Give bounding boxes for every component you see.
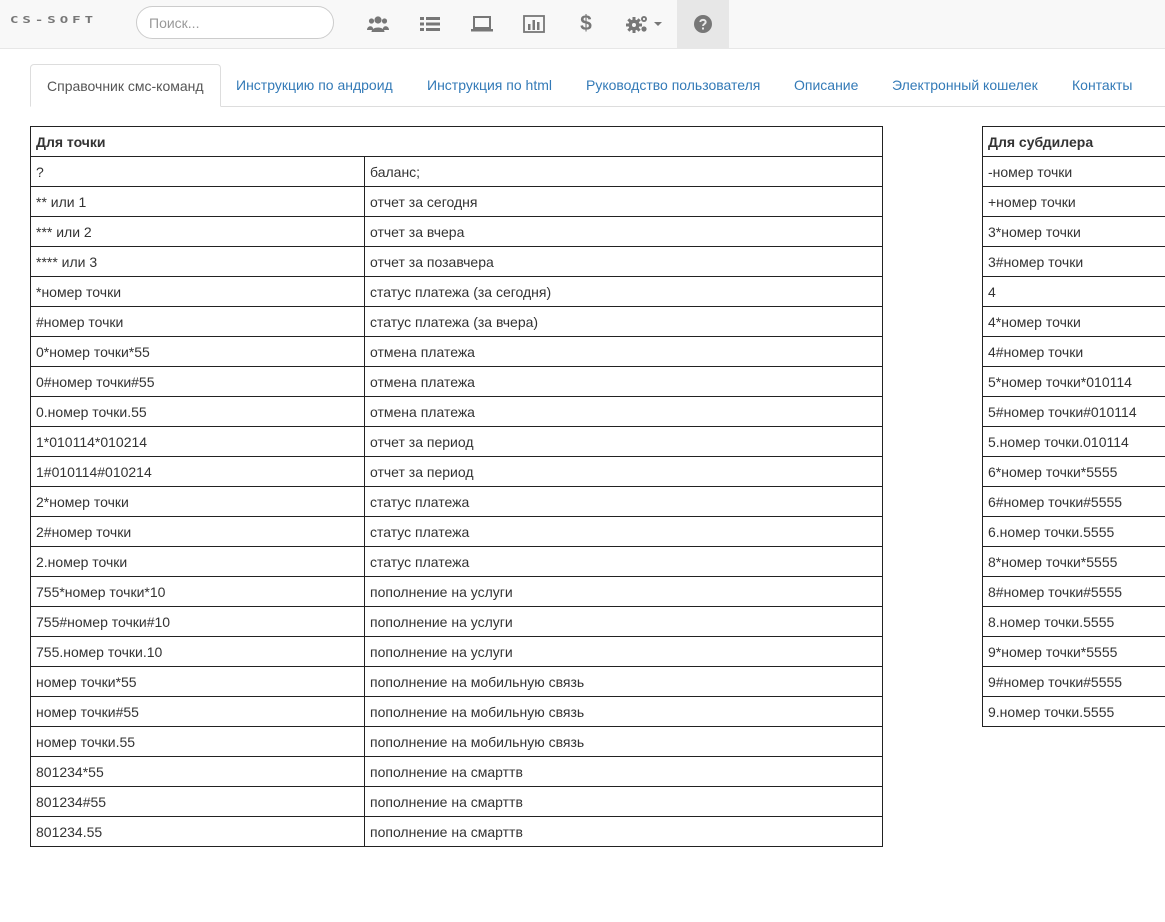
point-commands-table xyxy=(30,126,883,847)
point-description-cell: отчет за вчера xyxy=(365,217,883,247)
tab-description[interactable]: Описание xyxy=(794,77,859,93)
point-description-cell: статус платежа xyxy=(365,547,883,577)
table-row xyxy=(31,247,883,277)
point-description-cell: отмена платежа xyxy=(365,397,883,427)
table-row xyxy=(983,337,1165,367)
table-row xyxy=(31,787,883,817)
point-description-cell: баланс; xyxy=(365,157,883,187)
point-description-cell: статус платежа xyxy=(365,487,883,517)
point-description-cell: пополнение на смарттв xyxy=(365,817,883,847)
subdealer-command-cell: 6*номер точки*5555 xyxy=(983,457,1165,487)
dollar-icon: $ xyxy=(580,12,592,35)
laptop-nav-button[interactable] xyxy=(456,0,508,48)
table-row xyxy=(983,427,1165,457)
point-description-cell: пополнение на услуги xyxy=(365,607,883,637)
help-icon xyxy=(694,15,712,33)
subdealer-command-cell: 6#номер точки#5555 xyxy=(983,487,1165,517)
table-row xyxy=(31,817,883,847)
subdealer-command-cell: 6.номер точки.5555 xyxy=(983,517,1165,547)
table-row xyxy=(31,547,883,577)
point-command-cell: 1*010114*010214 xyxy=(31,427,365,457)
tab-contacts[interactable]: Контакты xyxy=(1072,77,1133,93)
point-command-cell: 0.номер точки.55 xyxy=(31,397,365,427)
point-command-cell: 755*номер точки*10 xyxy=(31,577,365,607)
table-row xyxy=(983,577,1165,607)
table-row xyxy=(983,367,1165,397)
table-row xyxy=(983,397,1165,427)
point-command-cell: номер точки#55 xyxy=(31,697,365,727)
table-row xyxy=(983,607,1165,637)
point-description-cell: отчет за период xyxy=(365,427,883,457)
subdealer-command-cell: 4#номер точки xyxy=(983,337,1165,367)
table-row xyxy=(983,187,1165,217)
table-row xyxy=(31,757,883,787)
point-description-cell: статус платежа (за сегодня) xyxy=(365,277,883,307)
table-row xyxy=(31,187,883,217)
list-nav-button[interactable] xyxy=(404,0,456,48)
laptop-icon xyxy=(471,16,493,32)
brand-logo[interactable]: CS-SOFT xyxy=(10,14,98,26)
table-row xyxy=(983,517,1165,547)
table-row xyxy=(31,397,883,427)
point-command-cell: #номер точки xyxy=(31,307,365,337)
point-command-cell: 801234#55 xyxy=(31,787,365,817)
subdealer-command-cell: 5*номер точки*010114 xyxy=(983,367,1165,397)
point-table-header: Для точки xyxy=(31,127,883,157)
point-command-cell: номер точки*55 xyxy=(31,667,365,697)
point-description-cell: пополнение на мобильную связь xyxy=(365,667,883,697)
table-row xyxy=(983,217,1165,247)
point-command-cell: 2*номер точки xyxy=(31,487,365,517)
table-row xyxy=(31,667,883,697)
subdealer-command-cell: 3#номер точки xyxy=(983,247,1165,277)
point-command-cell: 755#номер точки#10 xyxy=(31,607,365,637)
subdealer-command-cell: 8.номер точки.5555 xyxy=(983,607,1165,637)
settings-dropdown-button[interactable] xyxy=(612,0,676,48)
point-command-cell: 0*номер точки*55 xyxy=(31,337,365,367)
point-description-cell: пополнение на мобильную связь xyxy=(365,697,883,727)
point-command-cell: ? xyxy=(31,157,365,187)
subdealer-commands-table xyxy=(982,126,1165,727)
table-row xyxy=(983,487,1165,517)
table-row xyxy=(983,457,1165,487)
table-row xyxy=(983,547,1165,577)
table-row xyxy=(983,667,1165,697)
table-row xyxy=(31,727,883,757)
tab-e-wallet[interactable]: Электронный кошелек xyxy=(892,77,1038,93)
tab-android-guide[interactable]: Инструкцию по андроид xyxy=(236,77,393,93)
chart-nav-button[interactable] xyxy=(508,0,560,48)
table-row xyxy=(31,157,883,187)
tab-html-guide[interactable]: Инструкция по html xyxy=(427,77,552,93)
point-command-cell: 2#номер точки xyxy=(31,517,365,547)
table-row xyxy=(31,517,883,547)
point-description-cell: пополнение на мобильную связь xyxy=(365,727,883,757)
table-row xyxy=(31,487,883,517)
subdealer-command-cell: 9*номер точки*5555 xyxy=(983,637,1165,667)
point-description-cell: статус платежа xyxy=(365,517,883,547)
users-nav-button[interactable] xyxy=(352,0,404,48)
subdealer-command-cell: 3*номер точки xyxy=(983,217,1165,247)
table-row xyxy=(31,637,883,667)
subdealer-command-cell: 8*номер точки*5555 xyxy=(983,547,1165,577)
tab-user-manual[interactable]: Руководство пользователя xyxy=(586,77,761,93)
point-description-cell: отчет за сегодня xyxy=(365,187,883,217)
table-row xyxy=(983,307,1165,337)
table-row xyxy=(31,607,883,637)
chevron-down-icon xyxy=(654,22,662,26)
top-navbar xyxy=(0,0,1165,49)
point-command-cell: 2.номер точки xyxy=(31,547,365,577)
table-row xyxy=(31,337,883,367)
subdealer-command-cell: -номер точки xyxy=(983,157,1165,187)
point-command-cell: **** или 3 xyxy=(31,247,365,277)
point-command-cell: 801234*55 xyxy=(31,757,365,787)
users-icon xyxy=(367,15,389,33)
list-icon xyxy=(420,16,440,32)
point-command-cell: 801234.55 xyxy=(31,817,365,847)
point-description-cell: пополнение на смарттв xyxy=(365,787,883,817)
point-command-cell: 0#номер точки#55 xyxy=(31,367,365,397)
point-command-cell: номер точки.55 xyxy=(31,727,365,757)
search-input[interactable] xyxy=(136,6,334,39)
table-row xyxy=(31,427,883,457)
table-row xyxy=(983,247,1165,277)
table-row xyxy=(31,577,883,607)
point-description-cell: отчет за позавчера xyxy=(365,247,883,277)
point-command-cell: *номер точки xyxy=(31,277,365,307)
table-row xyxy=(983,277,1165,307)
table-row xyxy=(31,307,883,337)
point-command-cell: *** или 2 xyxy=(31,217,365,247)
point-description-cell: отчет за период xyxy=(365,457,883,487)
point-description-cell: отмена платежа xyxy=(365,337,883,367)
point-description-cell: пополнение на услуги xyxy=(365,637,883,667)
subdealer-command-cell: 9#номер точки#5555 xyxy=(983,667,1165,697)
subdealer-command-cell: 5.номер точки.010114 xyxy=(983,427,1165,457)
subdealer-command-cell: 9.номер точки.5555 xyxy=(983,697,1165,727)
table-row xyxy=(983,637,1165,667)
point-description-cell: пополнение на услуги xyxy=(365,577,883,607)
tab-sms-commands[interactable]: Справочник смс-команд xyxy=(30,64,221,107)
point-description-cell: отмена платежа xyxy=(365,367,883,397)
table-row xyxy=(31,367,883,397)
subdealer-command-cell: 5#номер точки#010114 xyxy=(983,397,1165,427)
bar-chart-icon xyxy=(523,15,545,33)
point-description-cell: пополнение на смарттв xyxy=(365,757,883,787)
table-row xyxy=(31,457,883,487)
table-row xyxy=(983,157,1165,187)
table-row xyxy=(31,277,883,307)
subdealer-command-cell: 8#номер точки#5555 xyxy=(983,577,1165,607)
point-description-cell: статус платежа (за вчера) xyxy=(365,307,883,337)
dollar-nav-button[interactable] xyxy=(560,0,612,48)
table-row xyxy=(983,697,1165,727)
help-nav-button[interactable] xyxy=(677,0,729,48)
point-command-cell: ** или 1 xyxy=(31,187,365,217)
tab-bar xyxy=(30,64,1165,107)
table-row xyxy=(31,217,883,247)
subdealer-command-cell: 4*номер точки xyxy=(983,307,1165,337)
subdealer-command-cell: 4 xyxy=(983,277,1165,307)
subdealer-command-cell: +номер точки xyxy=(983,187,1165,217)
subdealer-table-header: Для субдилера xyxy=(983,127,1165,157)
point-command-cell: 1#010114#010214 xyxy=(31,457,365,487)
table-row xyxy=(31,697,883,727)
settings-icon xyxy=(626,14,650,34)
point-command-cell: 755.номер точки.10 xyxy=(31,637,365,667)
